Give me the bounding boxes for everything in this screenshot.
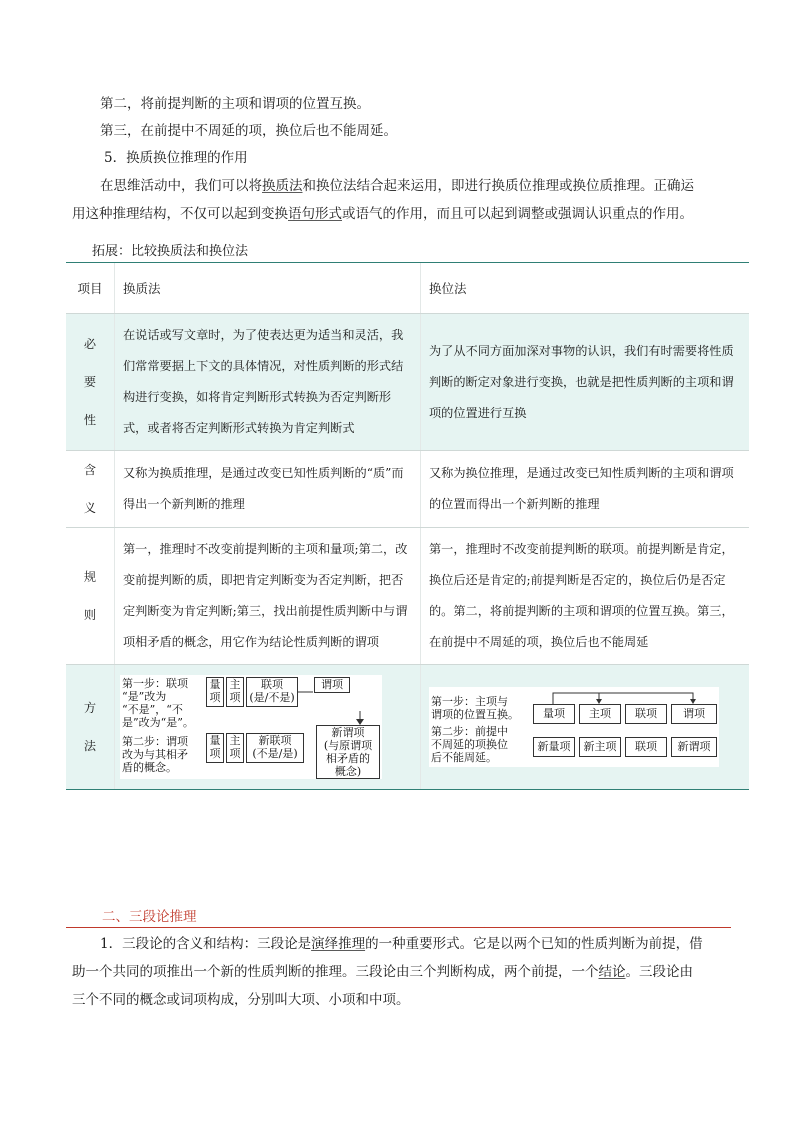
box-sublabel: 相矛盾的 (326, 752, 370, 765)
new-quantifier-box (533, 737, 575, 757)
subject-box (226, 677, 244, 707)
box-sublabel: (与原谓项 (323, 739, 373, 752)
step1-text (122, 677, 194, 729)
box-sublabel: (不是/是) (252, 747, 298, 760)
box-label: 联项 (635, 740, 657, 753)
subject-box (579, 704, 621, 724)
box-sublabel: (是/不是) (249, 691, 295, 704)
text-line-third: 第三，在前提中不周延的项，换位后也不能周延。 (100, 123, 397, 139)
cell-text: 为了从不同方面加深对事物的认识，我们有时需要将性质判断的断定对象进行变换，也就是把性质判断的主项和谓项的位置进行互换 (429, 343, 734, 420)
quantifier-box (533, 704, 575, 724)
box-label: 量项 (543, 707, 565, 720)
box-label: 新谓项 (331, 726, 365, 739)
table-cell (115, 314, 421, 451)
underlined-term: 演绎推理 (311, 936, 366, 952)
step1-line: 第一步：主项与 (431, 695, 508, 708)
table-row-meaning (66, 451, 749, 528)
box-label: 主项 (229, 678, 241, 704)
cell-text: 第一，推理时不改变前提判断的主项和量项;第二，改变前提判断的质，即把肯定判断变为否定判断，把否定判断变为肯定判断;第三，找出前提性质判断中与谓项相矛盾的概念，用它作为结论性质判断的谓项 (123, 542, 408, 649)
box-sublabel: 概念) (334, 765, 362, 778)
cell-text: 第一，推理时不改变前提判断的联项。前提判断是肯定，换位后还是肯定的;前提判断是否定的，换位后仍是否定的。第二，将前提判断的主项和谓项的位置互换。第三，在前提中不周延的项，换位后也不能周延 (429, 542, 734, 649)
box-label: 量项 (209, 678, 221, 704)
text: 和换位法结合起来运用，即进行换质位推理或换位质推理。正确运 (302, 178, 694, 194)
box-label: 谓项 (321, 678, 343, 691)
step1-line: 是”改为“是”。 (122, 716, 194, 729)
comparison-table (66, 262, 749, 790)
step2-line: 不周延的项换位 (431, 738, 508, 751)
new-subject-box (579, 737, 621, 757)
heading-5: 5．换质换位推理的作用 (104, 150, 248, 166)
row-label (66, 451, 115, 528)
box-label: 新谓项 (677, 740, 711, 753)
table-cell (421, 528, 750, 665)
box-label: 量项 (209, 734, 221, 760)
header-item: 项目 (66, 263, 115, 314)
text: 。三段论由 (625, 964, 693, 980)
step1-line: “不是”，“不 (122, 703, 183, 716)
table-cell (115, 665, 421, 790)
conversion-diagram (120, 675, 382, 779)
step2-text (122, 735, 188, 774)
table-header-row (66, 263, 749, 314)
box-label: 新联项 (258, 734, 292, 747)
text: 的一种重要形式。它是以两个已知的性质判断为前提，借 (365, 936, 703, 952)
step2-text (431, 725, 508, 764)
paragraph-line (72, 204, 693, 224)
step1-line: “是”改为 (122, 690, 167, 703)
cell-text: 在说话或写文章时，为了使表达更为适当和灵活，我们常常要据上下文的具体情况，对性质判断的形式结构进行变换，如将肯定判断形式转换为否定判断形式，或者将否定判断形式转换为肯定判断式 (123, 328, 404, 435)
table-cell (421, 314, 750, 451)
paragraph-line: 三个不同的概念或词项构成，分别叫大项、小项和中项。 (72, 992, 410, 1008)
text: 用这种推理结构，不仅可以起到变换 (72, 206, 288, 222)
new-predicate-box (316, 725, 380, 779)
predicate-box (671, 704, 717, 724)
subject-box (226, 733, 244, 763)
text: 助一个共同的项推出一个新的性质判断的推理。三段论由三个判断构成，两个前提，一个 (72, 964, 599, 980)
table-row-necessity (66, 314, 749, 451)
header-inversion: 换位法 (421, 263, 750, 314)
inversion-diagram (429, 687, 719, 767)
predicate-box (314, 677, 350, 693)
copula-box (625, 737, 667, 757)
text-line-second: 第二，将前提判断的主项和谓项的位置互换。 (100, 96, 370, 112)
row-label-text: 必要性 (83, 337, 97, 427)
box-label: 谓项 (683, 707, 705, 720)
table-cell (421, 665, 750, 790)
table-row-method (66, 665, 749, 790)
row-label (66, 314, 115, 451)
step2-line: 第二步：前提中 (431, 725, 508, 738)
text: 1．三段论的含义和结构：三段论是 (100, 936, 312, 952)
box-label: 联项 (261, 678, 283, 691)
paragraph-line (72, 962, 693, 982)
paragraph-line (100, 934, 703, 954)
section-heading: 二、三段论推理 (102, 909, 197, 925)
table-cell (115, 528, 421, 665)
header-conversion: 换质法 (115, 263, 421, 314)
step2-line: 改为与其相矛 (122, 748, 188, 761)
cell-text: 又称为换位推理，是通过改变已知性质判断的主项和谓项的位置而得出一个新判断的推理 (429, 466, 734, 511)
cell-text: 又称为换质推理，是通过改变已知性质判断的“质”而得出一个新判断的推理 (123, 466, 404, 511)
text: 在思维活动中，我们可以将 (100, 178, 262, 194)
box-label: 主项 (229, 734, 241, 760)
paragraph-line (100, 176, 694, 196)
underlined-term: 换质法 (262, 178, 303, 194)
row-label-text: 方法 (83, 701, 97, 753)
quantifier-box (206, 677, 224, 707)
box-label: 新主项 (583, 740, 617, 753)
step1-line: 谓项的位置互换。 (431, 708, 519, 721)
extension-title: 拓展：比较换质法和换位法 (92, 244, 249, 259)
table-row-rules (66, 528, 749, 665)
row-label-text: 含义 (83, 463, 97, 515)
step1-line: 第一步：联项 (122, 677, 188, 690)
copula-box (246, 677, 298, 707)
table-cell (115, 451, 421, 528)
box-label: 主项 (589, 707, 611, 720)
text: 或语气的作用，而且可以起到调整或强调认识重点的作用。 (342, 206, 693, 222)
underlined-term: 结论 (598, 964, 626, 980)
box-label: 联项 (635, 707, 657, 720)
new-copula-box (246, 733, 304, 763)
table-cell (421, 451, 750, 528)
section-rule (66, 927, 731, 928)
quantifier-box (206, 733, 224, 763)
underlined-term: 语句形式 (288, 206, 342, 222)
step1-text (431, 695, 519, 721)
step2-line: 第二步：谓项 (122, 735, 188, 748)
row-label-text: 规则 (83, 570, 97, 622)
copula-box (625, 704, 667, 724)
new-predicate-box (671, 737, 717, 757)
step2-line: 后不能周延。 (431, 751, 497, 764)
row-label (66, 528, 115, 665)
row-label (66, 665, 115, 790)
box-label: 新量项 (537, 740, 571, 753)
step2-line: 盾的概念。 (122, 761, 177, 774)
